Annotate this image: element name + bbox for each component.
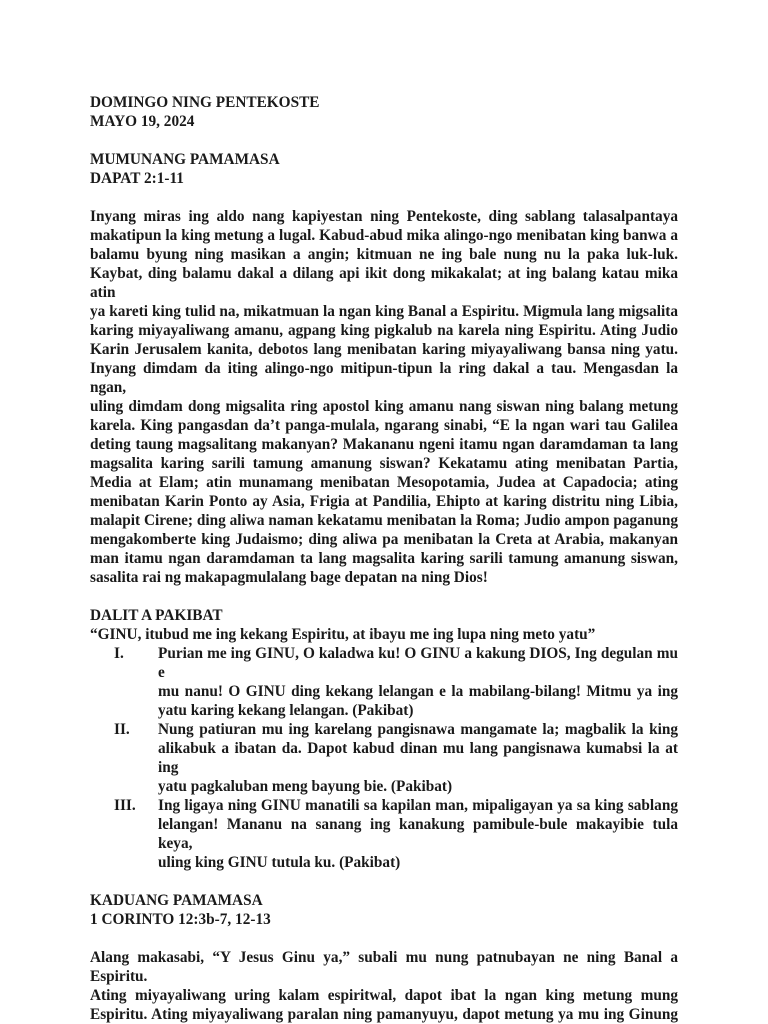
reading2-text	[90, 948, 678, 1024]
text-line: mu nanu! O GINU ding kekang lelangan e la mabilang-bilang! Mitmu ya ing	[158, 683, 678, 700]
text-line: alikabuk a ibatan da. Dapot kabud dinan mu lang pangisnawa kumabsi la at ing	[158, 740, 678, 776]
psalm-stanza	[90, 644, 678, 720]
text-line: magsalita karing sarili tamung amanung siswan? Kekatamu ating menibatan Partia,	[90, 455, 678, 472]
text-line: mengakomberte king Judaismo; ding aliwa pa menibatan la Creta at Arabia, makanyan	[90, 531, 678, 548]
text-line: deting taung magsalitang makanyan? Makananu ngeni itamu ngan daramdaman ta lang	[90, 436, 678, 453]
reading1-reference: DAPAT 2:1-11	[90, 170, 184, 187]
text-line: Nung patiuran mu ing karelang pangisnawa mangamate la; magbalik la king	[158, 721, 678, 738]
document-body	[90, 93, 678, 1024]
page-date: MAYO 19, 2024	[90, 113, 195, 130]
spacer	[90, 587, 678, 606]
psalm-stanza	[90, 796, 678, 872]
stanza-number: I.	[114, 645, 124, 662]
text-line: uling king GINU tutula ku. (Pakibat)	[158, 854, 401, 871]
text-line: malapit Cirene; ding aliwa naman kekatamu menibatan la Roma; Judio ampon paganung	[90, 512, 678, 529]
text-line: Media at Elam; atin munamang menibatan Mesopotamia, Judea at Capadocia; ating	[90, 474, 678, 491]
text-line: Kaybat, ding balamu dakal a dilang api ikit dong mikakalat; at ing balang katau mika atin	[90, 265, 678, 301]
text-line: menibatan Karin Ponto ay Asia, Frigia at Pandilia, Ehipto at karing distritu ning Libia,	[90, 493, 678, 510]
text-line: yatu pagkaluban meng bayung bie. (Pakibat)	[158, 778, 453, 795]
text-line: Ating miyayaliwang uring kalam espiritwal, dapot ibat la ngan king metung mung	[90, 987, 678, 1004]
stanza-number: III.	[114, 797, 136, 814]
reading1-text	[90, 207, 678, 587]
text-line: Inyang miras ing aldo nang kapiyestan ning Pentekoste, ding sablang talasalpantaya	[90, 208, 678, 225]
reading2-reference: 1 CORINTO 12:3b-7, 12-13	[90, 911, 271, 928]
reading1-heading: MUMUNANG PAMAMASA	[90, 151, 280, 168]
spacer	[90, 131, 678, 150]
text-line: Alang makasabi, “Y Jesus Ginu ya,” subali mu nung patnubayan ne ning Banal a Espiritu.	[90, 949, 678, 985]
psalm-heading: DALIT A PAKIBAT	[90, 607, 223, 624]
psalm-stanza	[90, 720, 678, 796]
reading2-heading: KADUANG PAMAMASA	[90, 892, 263, 909]
text-line: karela. King pangasdan da’t panga-mulala, ngarang sinabi, “E la ngan wari tau Galilea	[90, 417, 678, 434]
page-title: DOMINGO NING PENTEKOSTE	[90, 94, 320, 111]
text-line: Inyang dimdam da iting alingo-ngo mitipun-tipun la ring dakal a tau. Mengasdan la ngan,	[90, 360, 678, 396]
text-line: karing miyayaliwang amanu, agpang king pigkalub na karela ning Espiritu. Ating Judio	[90, 322, 678, 339]
text-line: lelangan! Mananu na sanang ing kanakung pamibule-bule makayibie tula keya,	[158, 816, 678, 852]
text-line: yatu karing kekang lelangan. (Pakibat)	[158, 702, 414, 719]
spacer	[90, 188, 678, 207]
spacer	[90, 929, 678, 948]
text-line: balamu byung ning masikan a angin; kitmuan ne ing bale nung nu la paka luk-luk.	[90, 246, 678, 263]
text-line: Karin Jerusalem kanita, debotos lang menibatan karing miyayaliwang bansa ning yatu.	[90, 341, 678, 358]
spacer	[90, 872, 678, 891]
text-line: makatipun la king metung a lugal. Kabud-abud mika alingo-ngo menibatan king banwa a	[90, 227, 678, 244]
text-line: uling dimdam dong migsalita ring apostol king amanu nang siswan ning balang metung	[90, 398, 678, 415]
text-line: sasalita rai ng makapagmulalang bage depatan na ning Dios!	[90, 569, 488, 586]
text-line: ya kareti king tulid na, mikatmuan la ngan king Banal a Espiritu. Migmula lang migsalita	[90, 303, 678, 320]
text-line: Purian me ing GINU, O kaladwa ku! O GINU a kakung DIOS, Ing degulan mu e	[158, 645, 678, 681]
text-line: Ing ligaya ning GINU manatili sa kapilan man, mipaligayan ya sa king sablang	[158, 797, 678, 814]
psalm-response: “GINU, itubud me ing kekang Espiritu, at ibayu me ing lupa ning meto yatu”	[90, 626, 596, 643]
text-line: man itamu ngan daramdaman ta lang magsalita karing sarili tamung amanung siswan,	[90, 550, 678, 567]
stanza-number: II.	[114, 721, 130, 738]
text-line: Espiritu. Ating miyayaliwang paralan ning pamanyuyu, dapot metung ya mu ing Ginung	[90, 1006, 678, 1023]
